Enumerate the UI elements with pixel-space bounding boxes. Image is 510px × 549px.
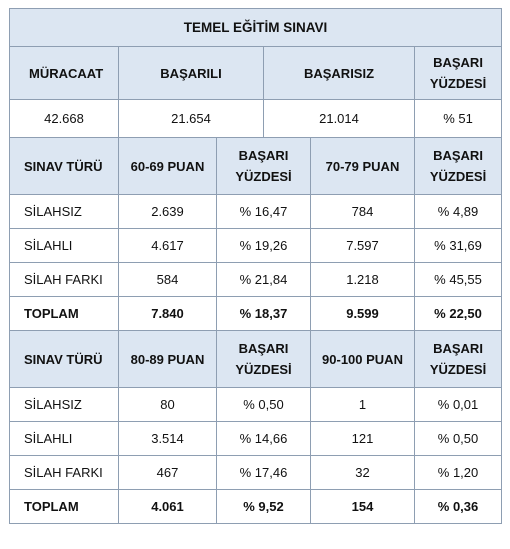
count-cell: 784 [311, 195, 415, 229]
success-rate-value: % 51 [415, 100, 502, 138]
rate-cell: % 45,55 [415, 263, 502, 297]
total-count: 9.599 [311, 297, 415, 331]
total-count: 154 [311, 490, 415, 524]
unsuccessful-value: 21.014 [264, 100, 415, 138]
count-cell: 3.514 [119, 422, 217, 456]
rate-cell: % 4,89 [415, 195, 502, 229]
total-row [10, 297, 502, 331]
table-row [10, 263, 502, 297]
rate-cell: % 16,47 [217, 195, 311, 229]
table-title: TEMEL EĞİTİM SINAVI [10, 9, 502, 47]
score-range-header: 60-69 PUAN [119, 138, 217, 195]
count-cell: 2.639 [119, 195, 217, 229]
count-cell: 4.617 [119, 229, 217, 263]
count-cell: 467 [119, 456, 217, 490]
count-cell: 1.218 [311, 263, 415, 297]
count-cell: 7.597 [311, 229, 415, 263]
success-rate-header: BAŞARI YÜZDESİ [415, 138, 502, 195]
count-cell: 32 [311, 456, 415, 490]
total-rate: % 9,52 [217, 490, 311, 524]
rate-cell: % 0,50 [415, 422, 502, 456]
exam-type-cell: SİLAHLI [10, 422, 119, 456]
rate-cell: % 1,20 [415, 456, 502, 490]
exam-type-header: SINAV TÜRÜ [10, 138, 119, 195]
exam-type-cell: SİLAHSIZ [10, 388, 119, 422]
total-row [10, 490, 502, 524]
table-row [10, 229, 502, 263]
rate-cell: % 19,26 [217, 229, 311, 263]
successful-header: BAŞARILI [119, 47, 264, 100]
table-row [10, 422, 502, 456]
table-row [10, 388, 502, 422]
score-range-header: 90-100 PUAN [311, 331, 415, 388]
rate-cell: % 0,50 [217, 388, 311, 422]
success-rate-header: BAŞARI YÜZDESİ [415, 331, 502, 388]
success-rate-header: BAŞARI YÜZDESİ [415, 47, 502, 100]
score-range-header: 80-89 PUAN [119, 331, 217, 388]
total-label: TOPLAM [10, 297, 119, 331]
table-row [10, 456, 502, 490]
applications-header: MÜRACAAT [10, 47, 119, 100]
exam-type-cell: SİLAH FARKI [10, 263, 119, 297]
rate-cell: % 31,69 [415, 229, 502, 263]
unsuccessful-header: BAŞARISIZ [264, 47, 415, 100]
rate-cell: % 0,01 [415, 388, 502, 422]
applications-value: 42.668 [10, 100, 119, 138]
exam-type-header: SINAV TÜRÜ [10, 331, 119, 388]
total-rate: % 0,36 [415, 490, 502, 524]
success-rate-header: BAŞARI YÜZDESİ [217, 138, 311, 195]
exam-results-table [9, 8, 502, 524]
rate-cell: % 21,84 [217, 263, 311, 297]
score-range-header: 70-79 PUAN [311, 138, 415, 195]
table-row [10, 195, 502, 229]
successful-value: 21.654 [119, 100, 264, 138]
rate-cell: % 14,66 [217, 422, 311, 456]
count-cell: 1 [311, 388, 415, 422]
success-rate-header: BAŞARI YÜZDESİ [217, 331, 311, 388]
total-rate: % 18,37 [217, 297, 311, 331]
total-label: TOPLAM [10, 490, 119, 524]
total-count: 7.840 [119, 297, 217, 331]
count-cell: 584 [119, 263, 217, 297]
exam-type-cell: SİLAH FARKI [10, 456, 119, 490]
count-cell: 80 [119, 388, 217, 422]
count-cell: 121 [311, 422, 415, 456]
exam-type-cell: SİLAHSIZ [10, 195, 119, 229]
total-count: 4.061 [119, 490, 217, 524]
rate-cell: % 17,46 [217, 456, 311, 490]
exam-type-cell: SİLAHLI [10, 229, 119, 263]
total-rate: % 22,50 [415, 297, 502, 331]
